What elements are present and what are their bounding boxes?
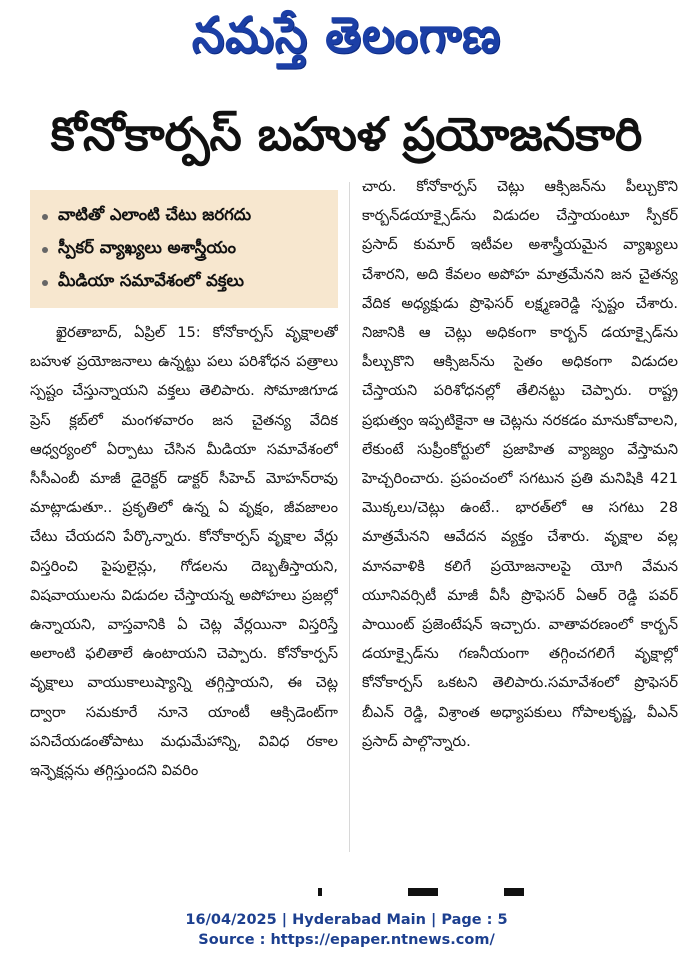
article-body-left: ఖైరతాబాద్, ఏప్రిల్ 15: కోనోకార్పస్ వృక్షాలతో బహుళ ప్రయోజనాలు ఉన్నట్టు పలు పరిశోధన పత్రాలు స్పష్టం చేస్తున్నాయని వక్తలు తెలిపారు. సోమాజిగూడ ప్రెస్ క్లబ్‌లో మంగళవారం జన చైతన్య వేదిక ఆధ్వర్యంలో ఏర్పాటు చేసిన మీడియా సమావేశంలో సీసీఎంబీ మాజీ డైరెక్టర్ డాక్టర్ సీహెచ్ మోహన్‌రావు మాట్లాడుతూ.. ప్రకృతిలో ఉన్న ఏ వృక్షం, జీవజాలం చేటు చేయదని పేర్కొన్నారు. కోనోకార్పస్ వృక్షాల వేర్లు విస్తరించి పైపులైన్లు, గోడలను దెబ్బతీస్తాయని, విషవాయులను విడుదల చేస్తాయన్న అపోహలు ప్రజల్లో ఉన్నాయని, వాస్తవానికి ఏ చెట్ల వేర్లయినా విస్తరిస్తే అలాంటి ఫలితాలే ఉంటాయని చెప్పారు. కోనోకార్పస్ వృక్షాలు వాయుకాలుష్యాన్ని తగ్గిస్తాయని, ఈ చెట్ల ద్వారా సమకూరే నూనె యాంటీ ఆక్సిడెంట్‌గా పనిచేయడంతోపాటు మధుమేహాన్ని, వివిధ రకాల ఇన్ఫెక్షన్లను తగ్గిస్తుందని వివరిం xyxy=(30,324,338,780)
crop-mark xyxy=(504,888,524,896)
bullet-icon xyxy=(42,280,48,286)
page-footer xyxy=(0,910,693,950)
highlight-text: వాటితో ఎలాంటి చేటు జరగదు xyxy=(58,205,252,224)
article-body-right: చారు. కోనోకార్పస్ చెట్లు ఆక్సిజన్‌ను పీల్చుకొని కార్బన్‌డయాక్సైడ్‌ను విడుదల చేస్తాయంటూ స్పీకర్ ప్రసాద్ కుమార్ ఇటీవల అశాస్త్రీయమైన వ్యాఖ్యలు చేశారని, అది కేవలం అపోహ మాత్రమేనని జన చైతన్య వేదిక అధ్యక్షుడు ప్రొఫెసర్ లక్ష్మణరెడ్డి స్పష్టం చేశారు. నిజానికి ఆ చెట్లు అధికంగా కార్బన్ డయాక్సైడ్‌ను పీల్చుకొని ఆక్సిజన్‌ను సైతం అధికంగా విడుదల చేస్తాయని పరిశోధనల్లో తేలినట్టు చెప్పారు. రాష్ట్ర ప్రభుత్వం ఇప్పటికైనా ఆ చెట్లను నరకడం మానుకోవాలని, లేకుంటే సుప్రీంకోర్టులో ప్రజాహిత వ్యాజ్యం వేస్తామని హెచ్చరించారు. ప్రపంచంలో సగటున ప్రతి మనిషికి 421 మొక్కలు/చెట్లు ఉంటే.. భారత్‌లో ఆ సగటు 28 మాత్రమేనని ఆవేదన వ్యక్తం చేశారు. వృక్షాల వల్ల మానవాళికి కలిగే ప్రయోజనాలపై యోగి వేమన యూనివర్సిటీ మాజీ వీసీ ప్రొఫెసర్ ఏఆర్ రెడ్డి పవర్ పాయింట్ ప్రజెంటేషన్ ఇచ్చారు. వాతావరణంలో కార్బన్ డయాక్సైడ్‌ను గణనీయంగా తగ్గించగలిగే వృక్షాల్లో కోనోకార్పస్ ఒకటని తెలిపారు.సమావేశంలో ప్రొఫెసర్ బీఎన్ రెడ్డి, విశ్రాంత అధ్యాపకులు గోపాలకృష్ణ, వీఎన్ ప్రసాద్ పాల్గొన్నారు. xyxy=(362,178,678,750)
bullet-icon xyxy=(42,214,48,220)
newspaper-logo: నమస్తే తెలంగాణ xyxy=(191,5,502,64)
highlight-item xyxy=(42,200,330,233)
crop-mark xyxy=(408,888,438,896)
article-column-left xyxy=(30,318,338,843)
highlight-item xyxy=(42,233,330,266)
highlight-text: స్పీకర్ వ్యాఖ్యలు అశాస్త్రీయం xyxy=(58,238,236,257)
masthead xyxy=(0,6,693,76)
crop-mark xyxy=(318,888,322,896)
highlights-box xyxy=(30,190,338,308)
bullet-icon xyxy=(42,247,48,253)
highlight-text: మీడియా సమావేశంలో వక్తలు xyxy=(58,271,244,290)
article-headline-block xyxy=(0,100,693,180)
column-divider xyxy=(349,182,350,852)
article-headline: కోనోకార్పస్ బహుళ ప్రయోజనకారి xyxy=(50,107,643,161)
article-column-right xyxy=(362,172,678,844)
highlight-item xyxy=(42,266,330,299)
source-link[interactable]: Source : https://epaper.ntnews.com/ xyxy=(198,932,495,948)
page-crop-marks xyxy=(318,888,528,898)
edition-info: 16/04/2025 | Hyderabad Main | Page : 5 xyxy=(185,912,508,928)
